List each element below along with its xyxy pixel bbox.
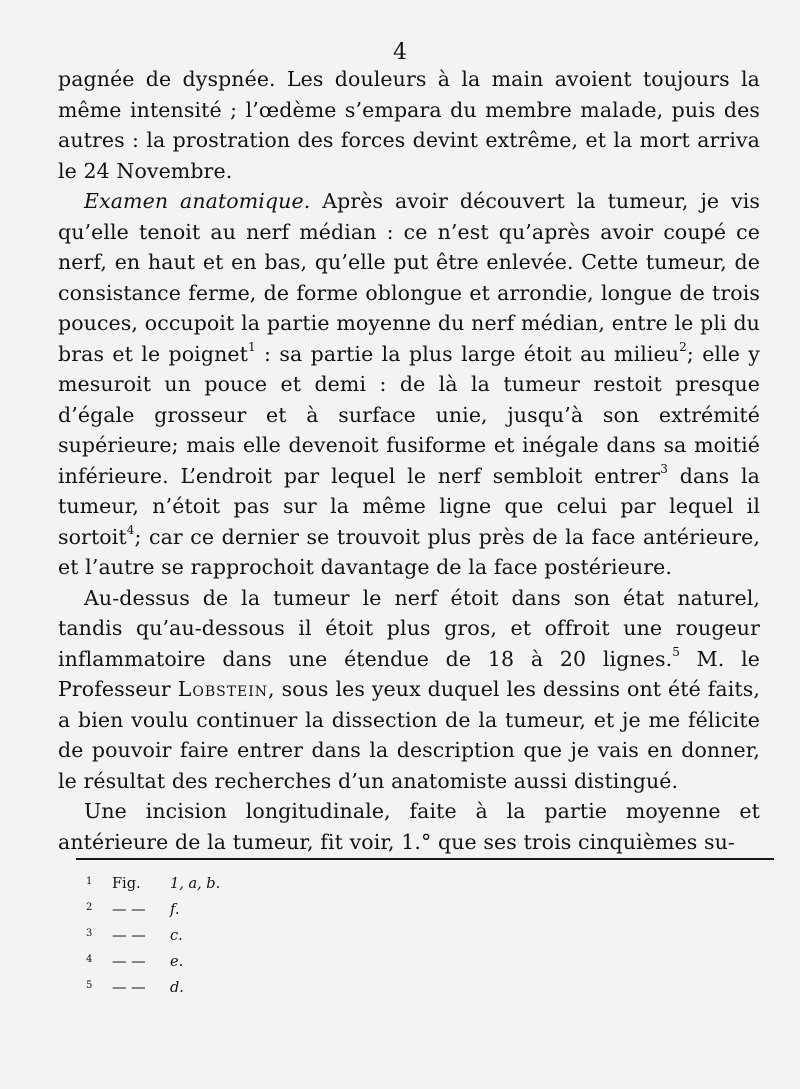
paragraph (58, 583, 760, 797)
footnote-number: 1 (86, 876, 93, 887)
text-run: pagnée de dyspnée. Les douleurs à la main avoient toujours la même intensité ; l’œdème s’empara du membre malade, puis des autres : la prostration des forces devint extrême, et la mort arriva le 24 Novembre. (58, 67, 760, 183)
text-run: : sa partie la plus large étoit au milieu (255, 341, 680, 366)
footnote-reference: e. (170, 954, 184, 970)
footnote-reference: f. (170, 902, 180, 918)
footnote-rule (76, 858, 774, 860)
page-number: 4 (393, 40, 407, 65)
footnote-marker: 5 (672, 644, 680, 659)
footnote-marker: 1 (247, 339, 256, 354)
footnote-figure-label: — — (112, 902, 146, 918)
footnote-reference: 1, a, b. (170, 876, 221, 892)
italic-text: Examen anatomique. (84, 189, 311, 213)
footnote (86, 872, 220, 898)
text-run: dans la tumeur, n’étoit pas sur la même ligne que celui par lequel il sortoit (58, 463, 761, 549)
footnote-number: 4 (86, 954, 93, 965)
footnote-figure-label: — — (112, 928, 146, 944)
paragraph (58, 796, 760, 857)
footnote-number: 2 (86, 902, 93, 913)
text-run: Une incision longitudinale, faite à la partie moyenne et antérieure de la tumeur, fit voir, 1.° que ses trois cinquièmes su- (58, 799, 760, 854)
footnote-marker: 2 (679, 339, 687, 354)
footnote-marker: 4 (126, 522, 135, 537)
body-text (58, 64, 760, 857)
text-run: ; elle y mesuroit un pouce et demi : de là la tumeur restoit presque d’égale grosseur et à surface unie, jusqu’à son extrémité supérieure; mais elle devenoit fusiforme et inégale dans sa moitié inférieure. L’endroit par lequel le nerf sembloit entrer (58, 341, 760, 488)
footnote (86, 924, 220, 950)
footnote-number: 3 (86, 928, 93, 939)
paragraph (58, 186, 760, 583)
paragraph (58, 64, 760, 186)
footnote (86, 950, 220, 976)
footnote-number: 5 (86, 980, 93, 991)
footnote-figure-label: — — (112, 954, 146, 970)
footnote (86, 898, 220, 924)
text-run: Au-dessus de la tumeur le nerf étoit dans son état naturel, tandis qu’au-dessous il étoit plus gros, et offroit une rougeur inflammatoire dans une étendue de 18 à 20 lignes. (58, 585, 760, 671)
footnote-figure-label: Fig. (112, 876, 141, 892)
footnote-marker: 3 (660, 461, 668, 476)
footnote-reference: c. (170, 928, 183, 944)
text-run: Après avoir découvert la tumeur, je vis qu’elle tenoit au nerf médian : ce n’est qu’après avoir coupé ce nerf, en haut et en bas, qu’elle put être enlevée. Cette tumeur, de consistance ferme, de forme oblongue et arrondie, longue de trois pouces, occupoit la partie moyenne du nerf médian, entre le pli du bras et le poignet (58, 189, 760, 366)
footnote-reference: d. (170, 980, 184, 996)
footnote (86, 976, 220, 1002)
author-name: Lobstein (177, 677, 269, 701)
footnote-figure-label: — — (112, 980, 146, 996)
text-run: ; car ce dernier se trouvoit plus près de la face antérieure, et l’autre se rapprochoit davantage de la face postérieure. (58, 524, 760, 579)
text-run: M. le Professeur (58, 646, 760, 701)
text-run: , sous les yeux duquel les dessins ont été faits, a bien voulu continuer la dissection de la tumeur, et je me félicite de pouvoir faire entrer dans la description que je vais en donner, le résultat des recherches d’un anatomiste aussi distingué. (58, 677, 760, 793)
footnotes (86, 872, 220, 1002)
